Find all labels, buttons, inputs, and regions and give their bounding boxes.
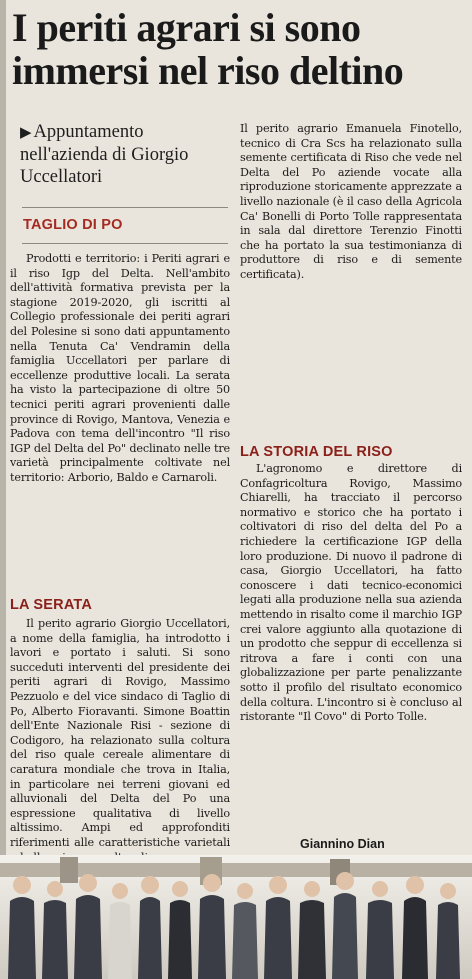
byline: Giannino Dian xyxy=(300,837,385,851)
divider xyxy=(22,243,228,244)
paragraph-intro: Prodotti e territorio: i Periti agrari e il riso Igp del Delta. Nell'ambito dell'attività formativa prevista per la stagione 2019-2020, gli iscritti al Collegio professionale dei periti agrari del Polesine si sono dati appuntamento nella Tenuta Ca' Vendramin della famiglia Uccellatori per parlare di eccellenze produttive locali. La serata ha visto la partecipazione di oltre 50 tecnici periti agrari provenienti dalle province di Rovigo, Mantova, Venezia e Padova con tema dell'incontro "Il riso IGP del Delta del Po" declinato nelle tre varietà principalmente coltivate nel territorio: Arborio, Baldo e Carnaroli. xyxy=(10,252,231,484)
group-photo xyxy=(0,855,472,979)
left-column-serata xyxy=(10,617,230,862)
paragraph-finotello: Il perito agrario Emanuela Finotello, tecnico di Cra Scs ha relazionato sulla semente certificata di Riso che vede nel Delta del Po aziende vocate alla riproduzione storicamente apprezzate a livello nazionale (è il caso della Agricola Ca' Bonelli di Porto Tolle rappresentata in sala dal direttore Terenzio Finotti che ha portato la sua testimonianza di produttore di riso e di semente certificata). xyxy=(240,122,462,281)
subhead-text: Appuntamento nell'azienda di Giorgio Uccellatori xyxy=(20,122,189,187)
paragraph-storia: L'agronomo e direttore di Confagricoltura Rovigo, Massimo Chiarelli, ha tracciato il percorso normativo e storico che ha portato i coltivatori di riso del delta del Po a richiedere la certificazione IGP della loro produzione. Di nuovo il padrone di casa, Giorgio Uccellatori, ha fatto conoscere i dati tecnico-economici legati alla produzione nella sua azienda mettendo in risalto come il marchio IGP crei valore aggiunto alla quotazione di un prodotto che seppur di eccellenza si ritrova a fare i conti con una globalizzazione per parte penalizzante sotto il profilo del risultato economico della coltura. L'incontro si è concluso al ristorante "Il Covo" di Porto Tolle. xyxy=(240,462,462,724)
page-edge xyxy=(0,0,6,979)
divider xyxy=(22,207,228,208)
triangle-bullet-icon: ▶ xyxy=(20,125,32,141)
section-label: TAGLIO DI PO xyxy=(23,217,123,233)
headline: I periti agrari si sono immersi nel riso deltino xyxy=(12,5,404,93)
right-column-top xyxy=(240,122,462,434)
right-column-storia xyxy=(240,462,462,830)
subsection-heading-storia: LA STORIA DEL RISO xyxy=(240,444,393,460)
subhead xyxy=(20,121,235,188)
subsection-heading-serata: LA SERATA xyxy=(10,597,93,613)
paragraph-serata: Il perito agrario Giorgio Uccellatori, a nome della famiglia, ha introdotto i lavori e portato i saluti. Si sono succeduti interventi del presidente dei periti agrari di Rovigo, Massimo Pezzuolo e del vice sindaco di Taglio di Po, Alberto Fioravanti. Simone Boattin dell'Ente Nazionale Risi - sezione di Codigoro, ha relazionato sulla coltura del riso quale cereale alimentare di caratura mondiale che trova in Italia, in particolare nei terreni giovani ed alluvionali del Delta del Po una espressione qualitativa di livello altissimo. Ampi ed approfonditi riferimenti alle caratteristiche varietali xyxy=(10,617,230,849)
left-column-intro xyxy=(10,252,230,582)
